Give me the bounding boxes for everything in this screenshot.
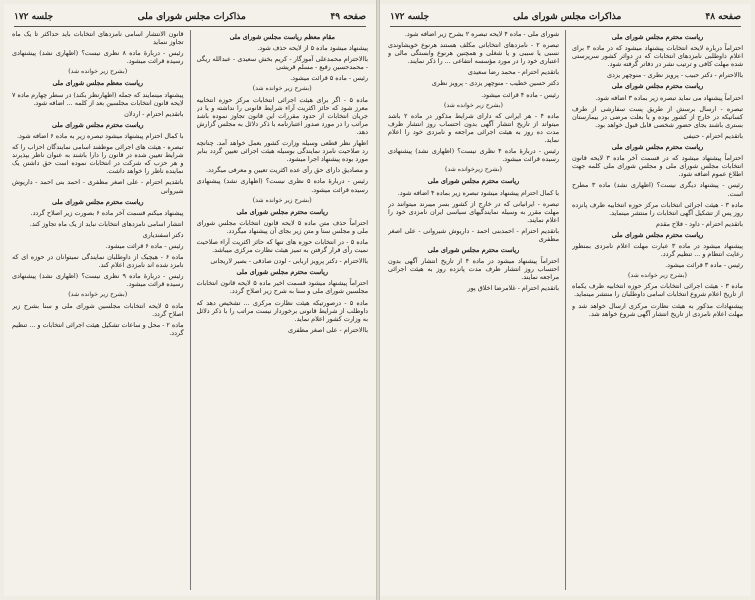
paragraph: تبصره - ارسال برسش از طریق پست سفارشی از طرف کسانیکه در خارج از کشور بوده و یا بعلت مرضی در بیمارستان بستری باشند بجای حضور شخصی قابل قبول خواهد بود.	[572, 104, 743, 129]
section-heading: ریاست محترم مجلس شورای ملی	[427, 246, 520, 255]
paragraph: احتراماً پیشنهاد می نماید تبصره زیر بماده ۳ اضافه شود.	[595, 93, 743, 102]
header-rule	[390, 26, 741, 27]
paragraph: باالاحترام محمدعلی آموزگار - کریم بخش سعیدی - عبدالله ریگی - محمدحسین رفیع - مسلم قریشی	[196, 55, 368, 72]
reading-note: (بشرح زیر خوانده شد)	[252, 85, 312, 93]
paragraph: انتشار اسامی نامزدهای انتخابات نباید از یک ماه تجاوز کند.	[29, 219, 184, 228]
right-page	[380, 4, 751, 596]
section-heading: ریاست محترم مجلس شورای ملی	[611, 33, 704, 41]
paragraph: ماده ۵ - در انتخابات حوزه های تنها که حائز اکثریت آراء صلاحیت نمیت رأی قرار گرفتن به تمیز هیئت نظارت مرکزی میباشد.	[196, 237, 368, 255]
left-page-label: صفحه ۴۹	[330, 12, 366, 22]
paragraph: رئیس - ماده ۳ قرائت میشود.	[665, 261, 743, 270]
paragraph: احتراماً پیشنهاد میشود که در قسمت آخر ماده ۳ لایحه قانون انتخابات مجلس شورای ملی و مجلس شورای ملی کلمه جهت اطلاع عموم اضافه شود.	[572, 154, 743, 179]
right-page-label: صفحه ۴۸	[705, 12, 741, 22]
paragraph: رئیس - ماده ۶ قرائت میشود.	[105, 241, 184, 250]
right-page-session: جلسه ۱۷۲	[390, 12, 430, 22]
paragraph: پیشنهاد میشود ماده ۵ از لایحه حذف شود.	[257, 44, 368, 53]
paragraph: باالاحترام - علی اصغر مظفری	[287, 325, 368, 334]
paragraph: ماده ۳ - هیئت اجرائی انتخابات مرکز حوزه انتخابیه ظرف یکماه از تاریخ اعلام شروع انتخابات اسامی داوطلبان را منتشر مینماید.	[572, 282, 743, 299]
left-page	[4, 4, 376, 596]
paragraph: ماده ۵ - اگر برای هیئت اجرائی انتخابات مرکز حوزه انتخابیه معرز شود که حائز اکثریت آراء شرایط قانونی را نداشته و یا در جریان انتخابات از حدود مقررات این قانون تجاوز نموده باشد مراتب را در مورد صدور اعتبارنامه با ذکر دلائل به مجلس گزارش دهد.	[196, 95, 368, 136]
paragraph: باتقدیم احترام - حنیفی	[683, 131, 743, 140]
paragraph: رئیس - دربارهٔ ماده ۸ نظری نیست؟ (اظهاری نشد) پیشنهادی رسیده قرائت میشود.	[12, 49, 184, 66]
paragraph: باتقدیم احترام - محمد رضا سعیدی	[467, 68, 559, 77]
reading-note: (بشرح زیر خوانده شد)	[628, 272, 687, 280]
paragraph: ماده ۵ - درصورتیکه هیئت نظارت مرکزی ... تشخیص دهد که داوطلب از شرایط قانونی برخوردار نیست مراتب را با ذکر دلائل به وزارت کشور اعلام نماید.	[196, 298, 368, 323]
paragraph: باالاحترام - دکتر حبیب - پرویز نظری - منوچهر یزدی	[607, 71, 743, 80]
section-heading: ریاست محترم مجلس شورای ملی	[611, 82, 704, 91]
header-rule	[14, 26, 366, 27]
paragraph: احتراماً درباره لایحه انتخابات پیشنهاد میشود که در ماده ۳ برای اعلام داوطلبی نامزدهای انتخابات که در دوائر کشور سرپرستی شده مهلت کافی و ترتیب نشر در دفاتر گرفته شود.	[572, 44, 743, 69]
section-heading: ریاست محترم مجلس شورای ملی	[611, 230, 704, 239]
paragraph: شورای ملی - ماده ۴ لایحه تبصره ۲ بشرح زیر اضافه شود.	[404, 30, 559, 38]
paragraph: با کمال احترام پیشنهاد میشود تبصره زیر بماده ۴ اضافه شود.	[397, 188, 559, 197]
paragraph: رئیس - پیشنهاد دیگری نیست؟ (اظهاری نشد) ماده ۳ مطرح است.	[572, 181, 743, 198]
paragraph: قانون الانتشار اسامی نامزدهای انتخابات باید حداکثر تا یک ماه تجاوز ننماید	[12, 30, 184, 47]
paragraph: باتقدیم احترام - غلامرضا اخلاق پور	[467, 284, 559, 293]
paragraph: احتراماً پیشنهاد میشود قسمت اخیر ماده ۵ لایحه قانون انتخابات مجلسین شورای ملی و سنا به شرح زیر اصلاح گردد.	[196, 279, 368, 296]
paragraph: رئیس - دربارهٔ ماده ۴ نظری نیست؟ (اظهاری نشد) پیشنهادی رسیده قرائت میشود.	[388, 147, 559, 164]
paragraph: پیشنهاد میشود در ماده ۳ عبارت مهلت اعلام نامزدی بمنظور رعایت انتظام و ... تنظیم گردد.	[572, 241, 743, 259]
paragraph: تبصره - هیئت های اجرائی موظفند اسامی نمایندگان احزاب را که شرایط تعیین شده در قانون را دارا باشند به عنوان ناظر بپذیرند و هر حزب که شرکت در انتخابات نموده است حق داشتن یک نماینده ناظر را خواهد داشت.	[12, 143, 184, 176]
text-column	[572, 30, 743, 590]
paragraph: با کمال احترام پیشنهاد میشود تبصره زیر به ماده ۶ اضافه شود.	[17, 131, 184, 140]
paragraph: رئیس - ماده ۵ قرائت میشود.	[290, 74, 368, 83]
paragraph: باتقدیم احترام - علی اصغر مظفری - احمد بنی احمد - داریوش شیروانی	[12, 178, 184, 195]
left-page-session: جلسه ۱۷۲	[14, 12, 54, 22]
text-column	[388, 30, 559, 590]
section-heading: ریاست محترم مجلس شورای ملی	[52, 197, 144, 206]
paragraph: باتقدیم احترام - اردلان	[124, 109, 184, 118]
paragraph: رئیس - ماده ۴ قرائت میشود.	[481, 90, 559, 99]
column-divider	[565, 30, 566, 590]
left-page-columns	[12, 30, 368, 590]
paragraph: ماده ۳ - هیئت اجرائی انتخابات مرکز حوزه انتخابیه ظرف پانزده روز پس از تشکیل آگهی انتخابات را منتشر مینماید.	[572, 200, 743, 217]
paragraph: پیشنهادات مذکور به هیئت نظارت مرکزی ارسال خواهد شد و مهلت اعلام نامزدی از تاریخ انتشار آگهی شروع خواهد شد.	[572, 301, 743, 318]
paragraph: باتقدیم احترام - احمدبنی احمد - داریوش شیروانی - علی اصغر مظفری	[388, 226, 559, 243]
paragraph: باالاحترام - دکتر پرویز اربابی - لودن صادقی - بصیر لاریجانی	[210, 257, 368, 266]
reading-note: (بشرح زیر خوانده شد)	[252, 196, 312, 204]
paragraph: تبصره ۲ - نامزدهای انتخاباتی مکلف هستند هرنوع خویشاوندی نسبی یا سببی و یا شغلی و همچنین هرنوع وابستگی مالی و اعتباری خود را در مورد مؤسسه انتفاعی ... را ذکر نمایند.	[388, 41, 559, 66]
reading-note: (بشرح زیر خوانده شد)	[68, 291, 128, 299]
reading-note: (بشرح زیر خوانده شد)	[68, 68, 128, 76]
paragraph: باتقدیم احترام - داود - فلاح مقدم	[655, 219, 743, 228]
text-column	[197, 30, 369, 590]
paragraph: احتراماً حذف متن ماده ۵ لایحه قانون انتخابات مجلس شورای ملی و مجلس سنا و متن زیر بجای آن پیشنهاد میگردد.	[196, 218, 368, 235]
paragraph: پیشنهاد میکنم قسمت آخر ماده ۶ بصورت زیر اصلاح گردد.	[30, 208, 184, 217]
paragraph: رئیس - دربارهٔ ماده ۹ نظری نیست؟ (اظهاری نشد) پیشنهادی رسیده قرائت میشود.	[12, 272, 184, 289]
column-divider	[190, 30, 191, 590]
left-page-header	[14, 10, 366, 24]
section-heading: ریاست محترم مجلس شورای ملی	[52, 120, 144, 129]
paragraph: احتراماً پیشنهاد میشود در ماده ۴ از تاریخ انتشار آگهی بدون احتساب روز انتشار ظرف مدت پانزده روز به هیئت اجرائی مراجعه نمایند.	[388, 257, 559, 282]
section-heading: ریاست محترم مجلس شورای ملی	[236, 207, 328, 216]
paragraph: ماده ۶ - هیچیک از داوطلبان نمایندگی نمیتوانان در حوزه ای که نامزد شده اند نامزدی اعلام کند.	[12, 253, 184, 270]
paragraph: و مصادیق دارای حق رأی عده اکثریت تعیین و معرفی میگردد.	[206, 166, 368, 175]
paragraph: اظهار نظر قطعی وسیله وزارت کشور بعمل خواهد آمد. چنانچه رد صلاحیت نامزد نمایندگی بوسیله هیئت اجرائی تعیین گردد بنابر مورد بوده پیشنهاد اجرا میشود.	[196, 139, 368, 164]
section-heading: ریاست معظم مجلس شورای ملی	[52, 79, 144, 88]
paragraph: دکتر اسفندیاری	[142, 230, 184, 239]
paragraph: ماده ۵ لایحه انتخابات مجلسین شورای ملی و سنا بشرح زیر اصلاح گردد.	[12, 301, 184, 318]
right-page-columns	[388, 30, 743, 590]
reading-note: (بشرح زیرخوانده شد)	[445, 166, 502, 174]
left-page-title: مذاکرات مجلس شورای ملی	[137, 12, 246, 22]
section-heading: ریاست محترم مجلس شورای ملی	[236, 268, 328, 277]
section-heading: ریاست محترم مجلس شورای ملی	[427, 177, 520, 186]
paragraph: ماده ۲ - محل و ساعات تشکیل هیئت اجرائی انتخابات و ... تنظیم گردد.	[12, 320, 184, 337]
text-column	[12, 30, 184, 590]
section-heading: ریاست محترم مجلس شورای ملی	[611, 143, 704, 152]
paragraph: ماده ۴ - هر ایرانی که دارای شرایط مذکور در ماده ۲ باشد میتواند از تاریخ انتشار آگهی بدون احتساب روز انتشار ظرف مدت ده روز به هیئت اجرائی مراجعه و نامزدی خود را اعلام نماید.	[388, 111, 559, 145]
paragraph: تبصره - ایرانیانی که در خارج از کشور بسر میبرند میتوانند در مهلت مقرر به وسیله نمایندگیهای سیاسی ایران نامزدی خود را اعلام نمایند.	[388, 199, 559, 224]
right-page-title: مذاکرات مجلس شورای ملی	[513, 12, 622, 22]
paragraph: دکتر حسین خطیب - منوچهر یزدی - پرویز نظری	[431, 79, 559, 88]
right-page-header	[390, 10, 741, 24]
reading-note: (بشرح زیر خوانده شد)	[444, 101, 503, 109]
paragraph: پیشنهاد مینمایند که جمله (اظهارنظر بکند) در سطر چهارم ماده ۷ لایحه قانون انتخابات مجلسین بعد از کلمه ... اضافه شود.	[12, 90, 184, 107]
paragraph: رئیس - دربارهٔ ماده ۵ نظری نیست؟ (اظهاری نشد) پیشنهادی رسیده قرائت میشود.	[196, 177, 368, 194]
section-heading: مقام معظم ریاست مجلس شورای ملی	[229, 33, 335, 41]
